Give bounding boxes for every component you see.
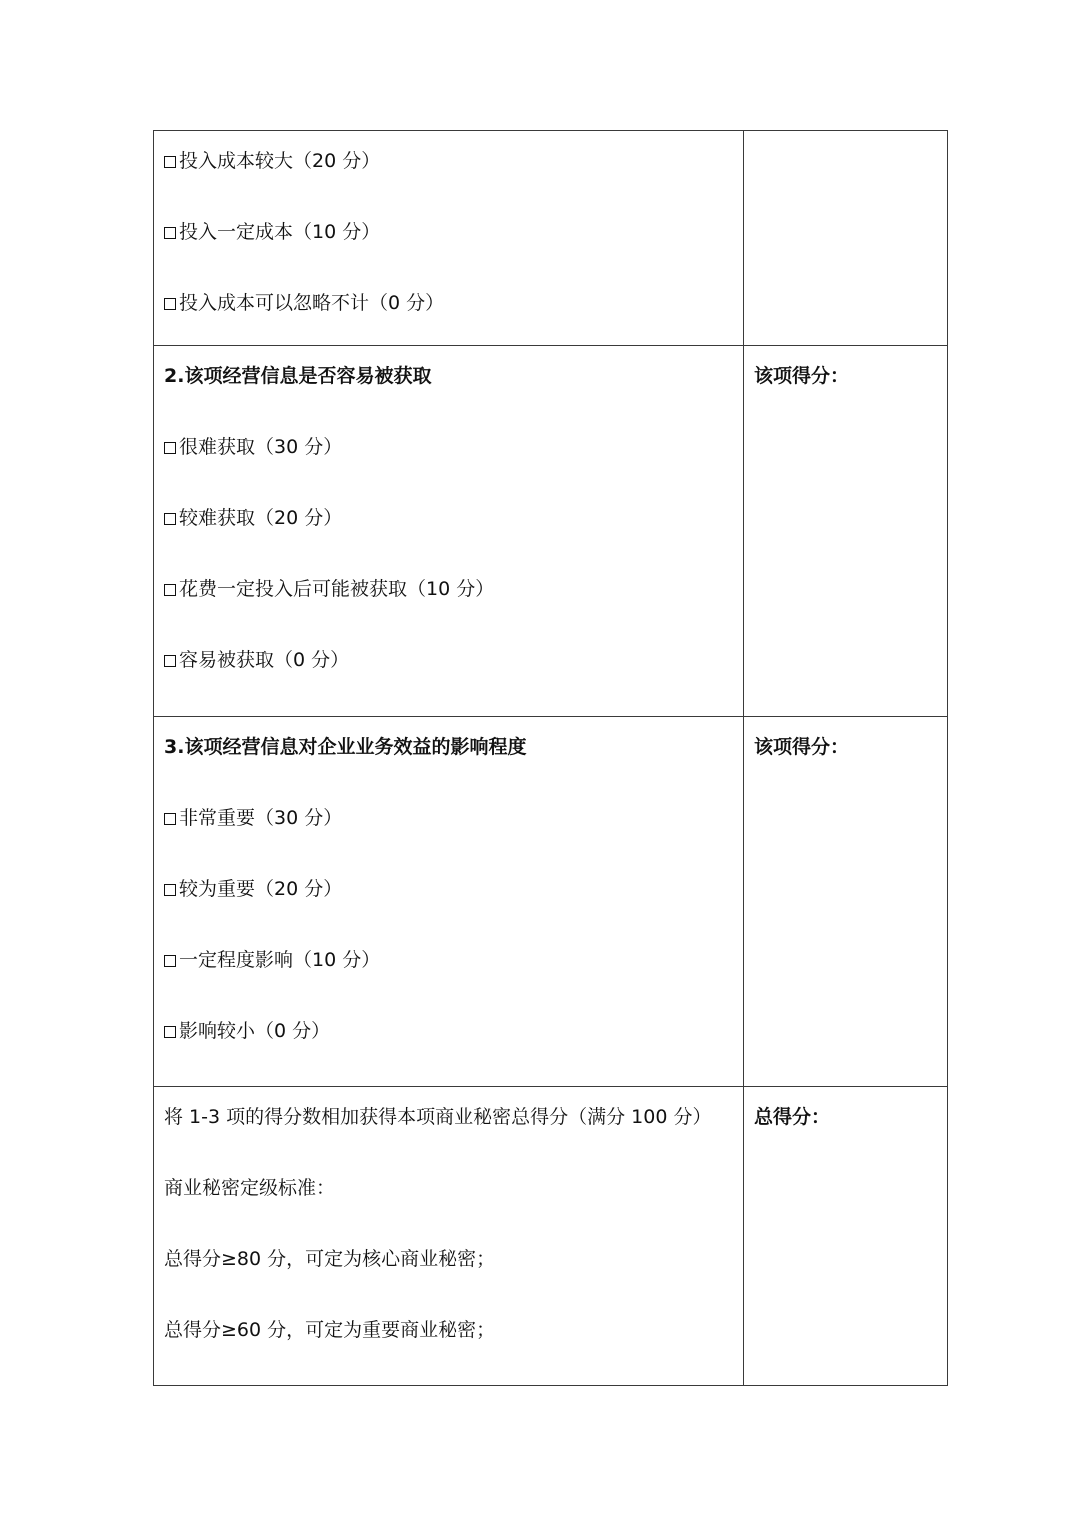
checkbox-icon[interactable] [164,298,176,310]
option-line[interactable] [164,431,743,502]
checkbox-icon[interactable] [164,1026,176,1038]
score-cell[interactable] [744,717,948,1087]
option-line[interactable] [164,644,743,676]
checkbox-icon[interactable] [164,655,176,667]
grading-rule: 总得分≥60 分，可定为重要商业秘密； [164,1319,496,1341]
score-cell[interactable] [744,131,948,346]
table-row [154,346,948,717]
item-score-label: 该项得分： [754,736,850,758]
option-line[interactable] [164,287,743,319]
score-cell[interactable] [744,346,948,717]
table-row [154,1087,948,1386]
summary-instruction: 将 1-3 项的得分数相加获得本项商业秘密总得分（满分 100 分） [164,1106,712,1128]
option-label: 一定程度影响（10 分） [179,949,381,971]
criteria-cell [154,131,744,346]
option-line[interactable] [164,1015,743,1047]
option-label: 容易被获取（0 分） [179,649,350,671]
section-heading: 3.该项经营信息对企业业务效益的影响程度 [164,736,527,758]
criteria-cell [154,717,744,1087]
checkbox-icon[interactable] [164,584,176,596]
option-line[interactable] [164,873,743,944]
option-label: 投入成本可以忽略不计（0 分） [179,292,445,314]
option-label: 影响较小（0 分） [179,1020,331,1042]
scoring-table [153,130,948,1386]
grading-rule: 总得分≥80 分，可定为核心商业秘密； [164,1248,496,1270]
option-label: 很难获取（30 分） [179,436,343,458]
option-line[interactable] [164,802,743,873]
summary-cell [154,1087,744,1386]
checkbox-icon[interactable] [164,955,176,967]
option-label: 投入成本较大（20 分） [179,150,381,172]
table-row [154,717,948,1087]
score-label [744,131,947,145]
option-line[interactable] [164,944,743,1015]
checkbox-icon[interactable] [164,813,176,825]
checkbox-icon[interactable] [164,156,176,168]
total-score-label: 总得分： [754,1106,831,1128]
table-row [154,131,948,346]
checkbox-icon[interactable] [164,513,176,525]
option-label: 花费一定投入后可能被获取（10 分） [179,578,495,600]
option-label: 较为重要（20 分） [179,878,343,900]
total-score-cell[interactable] [744,1087,948,1386]
checkbox-icon[interactable] [164,227,176,239]
option-line[interactable] [164,573,743,644]
grading-standard-heading: 商业秘密定级标准： [164,1177,336,1199]
checkbox-icon[interactable] [164,884,176,896]
option-label: 投入一定成本（10 分） [179,221,381,243]
checkbox-icon[interactable] [164,442,176,454]
option-line[interactable] [164,145,743,216]
option-line[interactable] [164,216,743,287]
option-label: 较难获取（20 分） [179,507,343,529]
option-line[interactable] [164,502,743,573]
criteria-cell [154,346,744,717]
item-score-label: 该项得分： [754,365,850,387]
section-heading: 2.该项经营信息是否容易被获取 [164,365,432,387]
option-label: 非常重要（30 分） [179,807,343,829]
